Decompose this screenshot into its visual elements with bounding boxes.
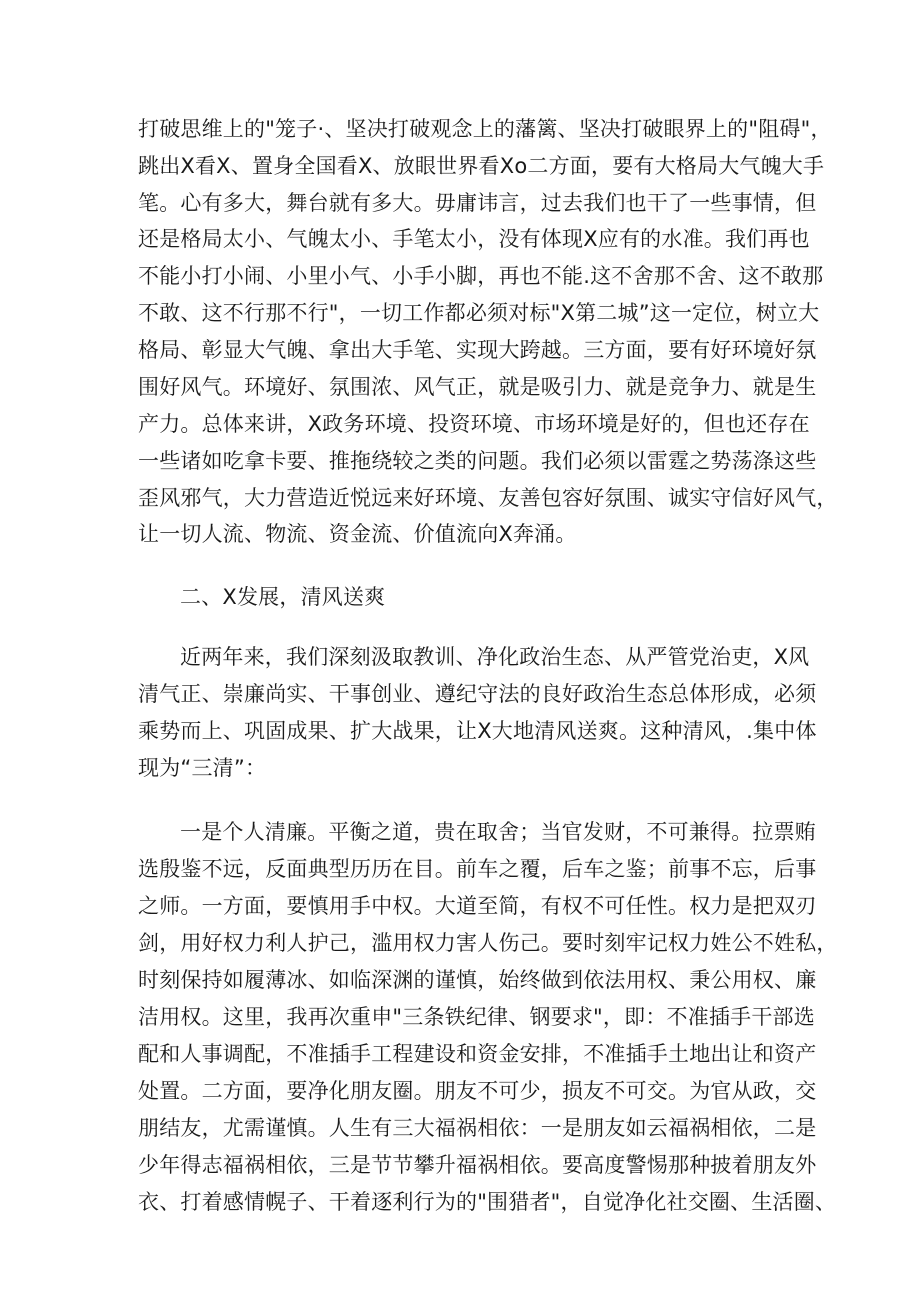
paragraph-1-line-5: 不能小打小闹、小里小气、小手小脚，再也不能.这不舍那不舍、这不敢那: [138, 264, 824, 288]
paragraph-2-line-2: 清气正、崇廉尚实、干事创业、遵纪守法的良好政治生态总体形成，必须: [138, 682, 817, 706]
paragraph-2-line-1: 近两年来，我们深刻汲取教训、净化政治生态、从严管党治吏，X风: [180, 645, 810, 669]
paragraph-3-line-9: 朋结友，尤需谨慎。人生有三大福祸相依：一是朋友如云福祸相依，二是: [138, 1116, 817, 1140]
paragraph-1-line-12: 让一切人流、物流、资金流、价值流向X奔涌。: [138, 522, 577, 546]
paragraph-2-line-3: 乘势而上、巩固成果、扩大战果，让X大地清风送爽。这种清风，.集中体: [138, 719, 817, 743]
paragraph-3-line-3: 之师。一方面，要慎用手中权。大道至简，有权不可任性。权力是把双刃: [138, 894, 817, 918]
paragraph-1-line-4: 还是格局太小、气魄太小、手笔太小，没有体现X应有的水准。我们再也: [138, 227, 810, 251]
section-heading: 二、X发展，清风送爽: [180, 585, 386, 609]
paragraph-1-line-7: 格局、彰显大气魄、拿出大手笔、实现大跨越。三方面，要有好环境好氛: [138, 338, 817, 362]
paragraph-3-line-5: 时刻保持如履薄冰、如临深渊的谨慎，始终做到依法用权、秉公用权、廉: [138, 968, 817, 992]
paragraph-3-line-8: 处置。二方面，要净化朋友圈。朋友不可少，损友不可交。为官从政，交: [138, 1079, 817, 1103]
paragraph-1-line-10: 一些诸如吃拿卡要、推拖绕较之类的问题。我们必须以雷霆之势荡涤这些: [138, 449, 817, 473]
paragraph-1-line-2: 跳出X看X、置身全国看X、放眼世界看Xo二方面，要有大格局大气魄大手: [138, 154, 825, 178]
paragraph-3-line-2: 选殷鉴不远，反面典型历历在目。前车之覆，后车之鉴；前事不忘，后事: [138, 857, 817, 881]
paragraph-3-line-7: 配和人事调配，不准插手工程建设和资金安排，不准插手土地出让和资产: [138, 1042, 817, 1066]
paragraph-1-line-3: 笔。心有多大，舞台就有多大。毋庸讳言，过去我们也干了一些事情，但: [138, 191, 817, 215]
paragraph-3-line-6: 洁用权。这里，我再次重申"三条铁纪律、钢要求"，即：不准插手干部选: [138, 1005, 815, 1029]
paragraph-1-line-6: 不敢、这不行那不行"，一切工作都必须对标"X第二城”这一定位，树立大: [138, 301, 820, 325]
paragraph-1-line-9: 产力。总体来讲，X政务环境、投资环境、市场环境是好的，但也还存在: [138, 412, 810, 436]
paragraph-3-line-11: 衣、打着感情幌子、干着逐利行为的"围猎者"，自觉净化社交圈、生活圈、: [138, 1190, 837, 1214]
paragraph-1-line-1: 打破思维上的"笼子·、坚决打破观念上的藩篱、坚决打破眼界上的"阻碍"，: [138, 117, 832, 141]
paragraph-3-line-4: 剑，用好权力利人护己，滥用权力害人伤己。要时刻牢记权力姓公不姓私，: [138, 931, 838, 955]
paragraph-3-line-1: 一是个人清廉。平衡之道，贵在取舍；当官发财，不可兼得。拉票贿: [180, 820, 816, 844]
paragraph-1-line-8: 围好风气。环境好、氛围浓、风气正，就是吸引力、就是竞争力、就是生: [138, 375, 817, 399]
paragraph-1-line-11: 歪风邪气，大力营造近悦远来好环境、友善包容好氛围、诚实守信好风气，: [138, 486, 838, 510]
paragraph-3-line-10: 少年得志福祸相依，三是节节攀升福祸相依。要高度警惕那种披着朋友外: [138, 1153, 817, 1177]
paragraph-2-line-4: 现为“三清”：: [138, 756, 267, 780]
